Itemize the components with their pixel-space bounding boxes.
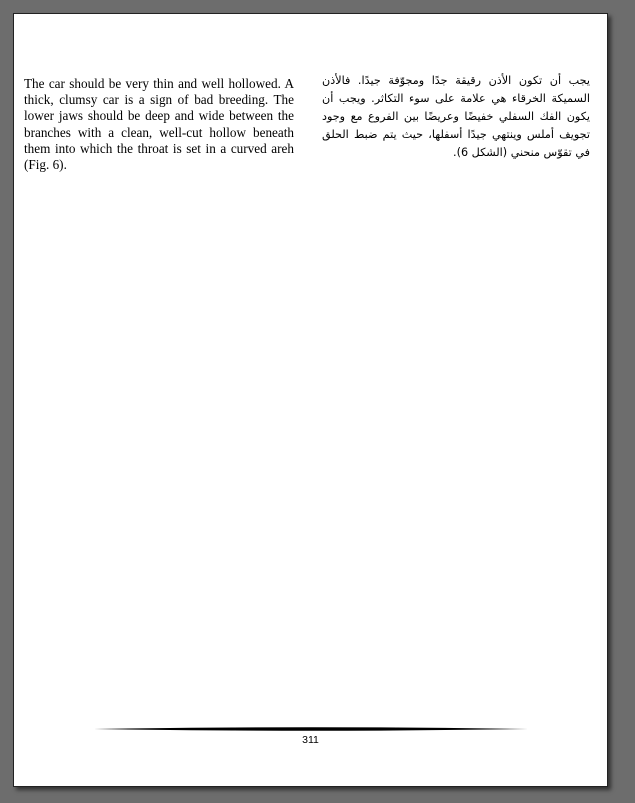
page-number: 311 [302, 734, 319, 746]
document-page [13, 13, 608, 787]
english-column [24, 76, 294, 173]
footer-divider-line [94, 726, 528, 732]
footer-divider [94, 726, 528, 732]
english-paragraph: The car should be very thin and well hollowed. A thick, clumsy car is a sign of bad breeding. The lower jaws should be deep and wide between the branches with a clean, well-cut hollow beneath them into which the throat is set in a curved areh (Fig. 6). [24, 76, 294, 173]
arabic-paragraph: يجب أن تكون الأذن رقيقة جدًا ومجوّفة جيدًا. فالأذن السميكة الخرقاء هي علامة على سوء التكاثر. ويجب أن يكون الفك السفلي خفيضًا وعريضًا بين الفروع مع وجود تجويف أملس وينتهي جيدًا أسفلها، حيث يتم ضبط الحلق في تقوّس منحني (الشكل 6). [322, 74, 590, 159]
arabic-column [322, 72, 590, 162]
